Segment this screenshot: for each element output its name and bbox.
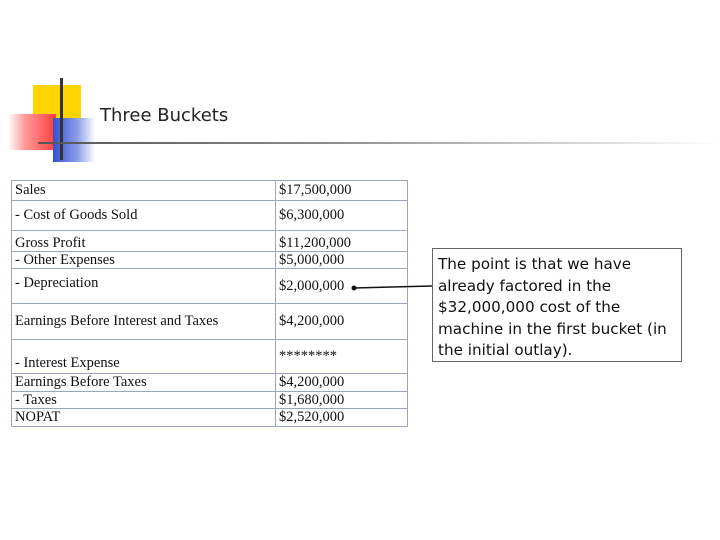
row-value: $1,680,000 xyxy=(276,392,408,409)
callout-box: The point is that we have already factored in the $32,000,000 cost of the machine in the first bucket (in the initial outlay). xyxy=(432,248,682,362)
slide-title: Three Buckets xyxy=(100,105,229,126)
row-label: - Other Expenses xyxy=(12,252,276,269)
row-label: - Interest Expense xyxy=(12,340,276,374)
row-label: Earnings Before Taxes xyxy=(12,374,276,392)
row-value: $4,200,000 xyxy=(276,374,408,392)
row-value: $11,200,000 xyxy=(276,231,408,252)
arrow-dot xyxy=(352,286,357,291)
row-value: $2,000,000 xyxy=(276,269,408,304)
row-value: $6,300,000 xyxy=(276,201,408,231)
row-value: ******** xyxy=(276,340,408,374)
row-label: - Cost of Goods Sold xyxy=(12,201,276,231)
row-value: $2,520,000 xyxy=(276,409,408,427)
row-label: NOPAT xyxy=(12,409,276,427)
row-label: Earnings Before Interest and Taxes xyxy=(12,304,276,340)
row-value: $17,500,000 xyxy=(276,181,408,201)
row-label: Sales xyxy=(12,181,276,201)
row-value: $4,200,000 xyxy=(276,304,408,340)
row-label: - Depreciation xyxy=(12,269,276,304)
row-label: - Taxes xyxy=(12,392,276,409)
row-value: $5,000,000 xyxy=(276,252,408,269)
arrow-line xyxy=(354,286,432,288)
row-label: Gross Profit xyxy=(12,231,276,252)
